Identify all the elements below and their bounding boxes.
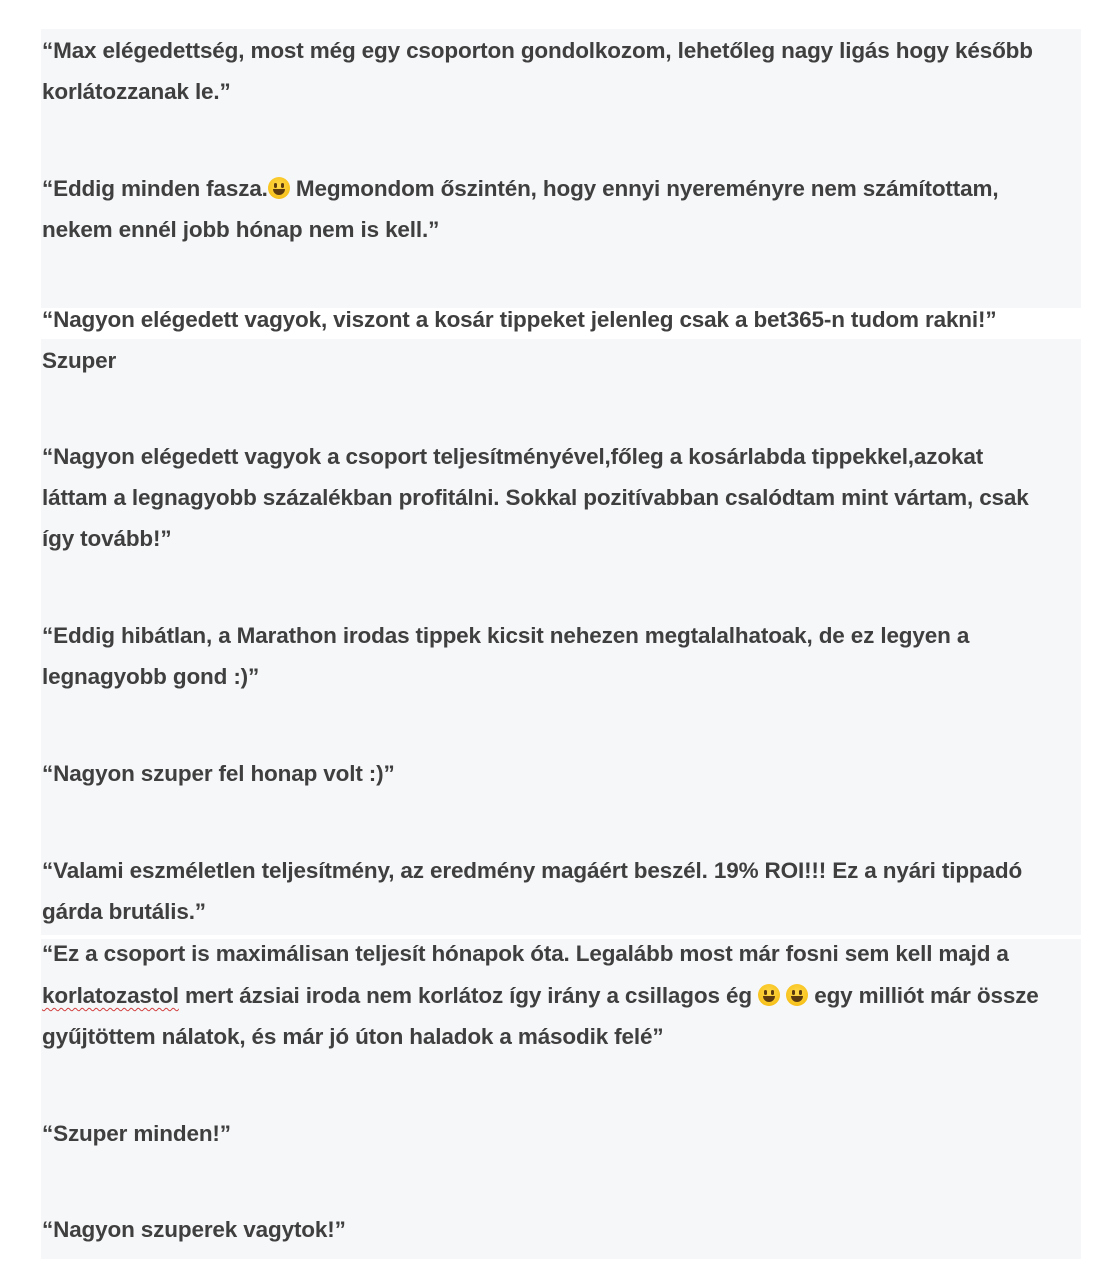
testimonial-4-line-2: láttam a legnagyobb százalékban profitálni. Sokkal pozitívabban csalódtam mint vártam, csak — [42, 485, 1029, 510]
testimonial-4-line-3: így tovább!” — [42, 526, 172, 551]
testimonial-3-line-2: Szuper — [42, 348, 117, 373]
testimonial-5-line-1: “Eddig hibátlan, a Marathon irodas tippek kicsit nehezen megtalalhatoak, de ez legyen a — [42, 623, 970, 648]
testimonial-6-line-1: “Nagyon szuper fel honap volt :)” — [42, 761, 395, 786]
testimonial-10-line-1: “Nagyon szuperek vagytok!” — [42, 1217, 346, 1242]
testimonial-4-line-1: “Nagyon elégedett vagyok a csoport teljesítményével,főleg a kosárlabda tippekkel,azokat — [42, 444, 984, 469]
testimonial-2-line-2: nekem ennél jobb hónap nem is kell.” — [42, 217, 440, 242]
testimonial-9-line-1: “Szuper minden!” — [42, 1121, 231, 1146]
testimonial-2-line-1 — [42, 168, 998, 210]
testimonial-7-line-1: “Valami eszméletlen teljesítmény, az eredmény magáért beszél. 19% ROI!!! Ez a nyári tippadó — [42, 858, 1023, 883]
testimonial-1-line-2: korlátozzanak le.” — [42, 79, 231, 104]
testimonial-3-line-1: “Nagyon elégedett vagyok, viszont a kosár tippeket jelenleg csak a bet365-n tudom rakni!” — [42, 307, 997, 332]
testimonial-8-line-2 — [42, 975, 1039, 1017]
misspelled-word[interactable]: korlatozastol — [42, 983, 179, 1008]
testimonial-7-line-2: gárda brutális.” — [42, 899, 206, 924]
testimonial-2-text-b: Megmondom őszintén, hogy ennyi nyereményre nem számítottam, — [289, 176, 999, 201]
testimonial-1-line-1: “Max elégedettség, most még egy csoporton gondolkozom, lehetőleg nagy ligás hogy később — [42, 38, 1033, 63]
grinning-face-icon — [758, 984, 780, 1006]
grinning-face-icon — [786, 984, 808, 1006]
testimonial-2-text-a: “Eddig minden fasza. — [42, 176, 268, 201]
testimonial-8-text-b: mert ázsiai iroda nem korlátoz így irány a csillagos ég — [178, 983, 759, 1008]
testimonial-8-line-3: gyűjtöttem nálatok, és már jó úton haladok a második felé” — [42, 1024, 664, 1049]
grinning-face-icon — [268, 177, 290, 199]
testimonial-5-line-2: legnagyobb gond :)” — [42, 664, 260, 689]
testimonial-8-line-1: “Ez a csoport is maximálisan teljesít hónapok óta. Legalább most már fosni sem kell majd a — [42, 941, 1009, 966]
testimonial-8-text-c: egy milliót már össze — [808, 983, 1039, 1008]
